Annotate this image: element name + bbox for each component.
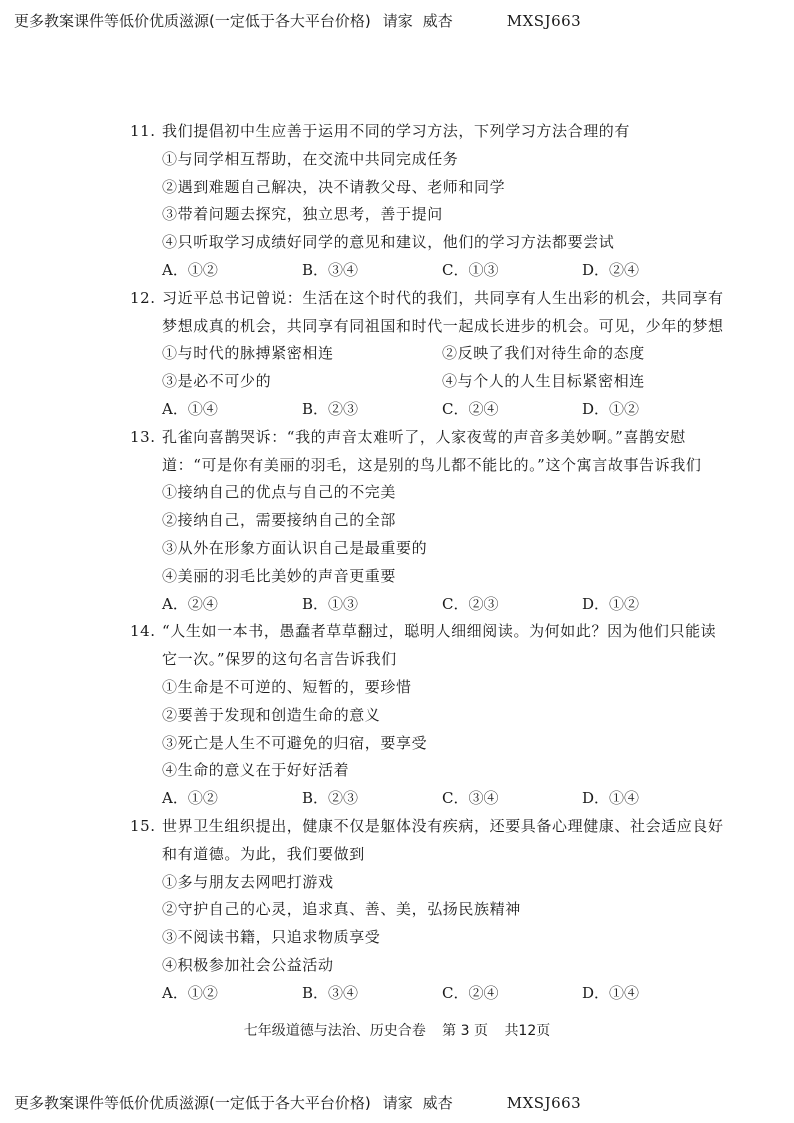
choice-c: C．②④ bbox=[442, 983, 499, 1002]
question-stem: 12. 习近平总书记曾说：生活在这个时代的我们，共同享有人生出彩的机会，共同享有梦想成真的机会，共同享有同祖国和时代一起成长进步的机会。可见，少年的梦想 bbox=[130, 285, 730, 341]
statement-item: ②守护自己的心灵，追求真、善、美，弘扬民族精神 bbox=[162, 900, 521, 919]
choice-a: A．①④ bbox=[162, 399, 218, 418]
answer-choices bbox=[130, 396, 730, 424]
statement-row bbox=[130, 368, 730, 396]
choice-b: B．③④ bbox=[302, 983, 359, 1002]
banner-code: MXSJ663 bbox=[506, 1094, 582, 1112]
statement-item: ②要善于发现和创造生命的意义 bbox=[162, 705, 381, 724]
choice-c: C．②③ bbox=[442, 594, 499, 613]
statement-item: ①与同学相互帮助，在交流中共同完成任务 bbox=[162, 149, 459, 168]
question-stem: 15. 世界卫生组织提出，健康不仅是躯体没有疾病，还要具备心理健康、社会适应良好和有道德。为此，我们要做到 bbox=[130, 813, 730, 869]
answer-choices bbox=[130, 980, 730, 1008]
statement-row bbox=[130, 340, 730, 368]
statement-item: ③死亡是人生不可避免的归宿，要享受 bbox=[162, 733, 428, 752]
choice-b: B．①③ bbox=[302, 594, 359, 613]
statement-item: ④积极参加社会公益活动 bbox=[162, 955, 334, 974]
choice-a: A．①② bbox=[162, 789, 218, 808]
question-11 bbox=[130, 118, 730, 285]
question-number: 13. bbox=[130, 427, 156, 446]
statement-item: ①与时代的脉搏紧密相连 bbox=[162, 344, 334, 363]
question-14 bbox=[130, 618, 730, 813]
banner-word-1: 请家 bbox=[382, 1094, 413, 1112]
choice-c: C．①③ bbox=[442, 260, 499, 279]
choice-d: D．①④ bbox=[582, 983, 640, 1002]
banner-word-1: 请家 bbox=[382, 12, 413, 30]
banner-main-text: 更多教案课件等低价优质滋源(一定低于各大平台价格) bbox=[14, 12, 371, 30]
choice-a: A．①② bbox=[162, 983, 218, 1002]
banner-main-text: 更多教案课件等低价优质滋源(一定低于各大平台价格) bbox=[14, 1094, 371, 1112]
answer-choices bbox=[130, 785, 730, 813]
statement-item: ③是必不可少的 bbox=[162, 372, 272, 391]
statement-item: ③不阅读书籍，只追求物质享受 bbox=[162, 928, 381, 947]
statement-item: ①多与朋友去网吧打游戏 bbox=[162, 872, 334, 891]
question-list bbox=[130, 118, 730, 1008]
page-total: 共12页 bbox=[504, 1023, 551, 1039]
choice-d: D．①④ bbox=[582, 789, 640, 808]
question-stem: 14. “人生如一本书，愚蠢者草草翻过，聪明人细细阅读。为何如此？因为他们只能读它一次。”保罗的这句名言告诉我们 bbox=[130, 618, 730, 674]
page-number: 第 3 页 bbox=[442, 1023, 488, 1039]
answer-choices bbox=[130, 591, 730, 619]
question-15 bbox=[130, 813, 730, 1008]
choice-b: B．②③ bbox=[302, 399, 359, 418]
statement-item: ①生命是不可逆的、短暂的，要珍惜 bbox=[162, 677, 412, 696]
choice-a: A．②④ bbox=[162, 594, 218, 613]
top-banner bbox=[14, 10, 581, 31]
question-12 bbox=[130, 285, 730, 424]
question-number: 15. bbox=[130, 816, 156, 835]
choice-b: B．③④ bbox=[302, 260, 359, 279]
statement-item: ②遇到难题自己解决，决不请教父母、老师和同学 bbox=[162, 177, 506, 196]
choice-d: D．①② bbox=[582, 399, 640, 418]
bottom-banner bbox=[14, 1092, 581, 1113]
choice-b: B．②③ bbox=[302, 789, 359, 808]
statement-item: ②反映了我们对待生命的态度 bbox=[442, 344, 645, 363]
exam-title: 七年级道德与法治、历史合卷 bbox=[243, 1023, 426, 1039]
question-stem: 13. 孔雀向喜鹊哭诉：“我的声音太难听了，人家夜莺的声音多美妙啊。”喜鹊安慰道：“可是你有美丽的羽毛，这是别的鸟儿都不能比的。”这个寓言故事告诉我们 bbox=[130, 424, 730, 480]
statement-item: ①接纳自己的优点与自己的不完美 bbox=[162, 483, 397, 502]
question-stem: 11. 我们提倡初中生应善于运用不同的学习方法，下列学习方法合理的有 bbox=[130, 118, 730, 146]
question-13 bbox=[130, 424, 730, 619]
choice-a: A．①② bbox=[162, 260, 218, 279]
page-footer bbox=[0, 1020, 794, 1040]
banner-word-2: 威杏 bbox=[422, 1094, 453, 1112]
question-number: 12. bbox=[130, 288, 156, 307]
statement-item: ②接纳自己，需要接纳自己的全部 bbox=[162, 511, 397, 530]
question-number: 14. bbox=[130, 622, 156, 641]
choice-c: C．②④ bbox=[442, 399, 499, 418]
banner-word-2: 威杏 bbox=[422, 12, 453, 30]
answer-choices bbox=[130, 257, 730, 285]
statement-item: ④生命的意义在于好好活着 bbox=[162, 761, 350, 780]
statement-item: ③从外在形象方面认识自己是最重要的 bbox=[162, 538, 428, 557]
statement-item: ④与个人的人生目标紧密相连 bbox=[442, 372, 645, 391]
banner-code: MXSJ663 bbox=[506, 12, 582, 30]
question-number: 11. bbox=[130, 122, 156, 140]
statement-item: ④美丽的羽毛比美妙的声音更重要 bbox=[162, 566, 397, 585]
statement-item: ④只听取学习成绩好同学的意见和建议，他们的学习方法都要尝试 bbox=[162, 233, 615, 252]
choice-d: D．②④ bbox=[582, 260, 640, 279]
choice-d: D．①② bbox=[582, 594, 640, 613]
statement-item: ③带着问题去探究，独立思考，善于提问 bbox=[162, 205, 443, 224]
choice-c: C．③④ bbox=[442, 789, 499, 808]
